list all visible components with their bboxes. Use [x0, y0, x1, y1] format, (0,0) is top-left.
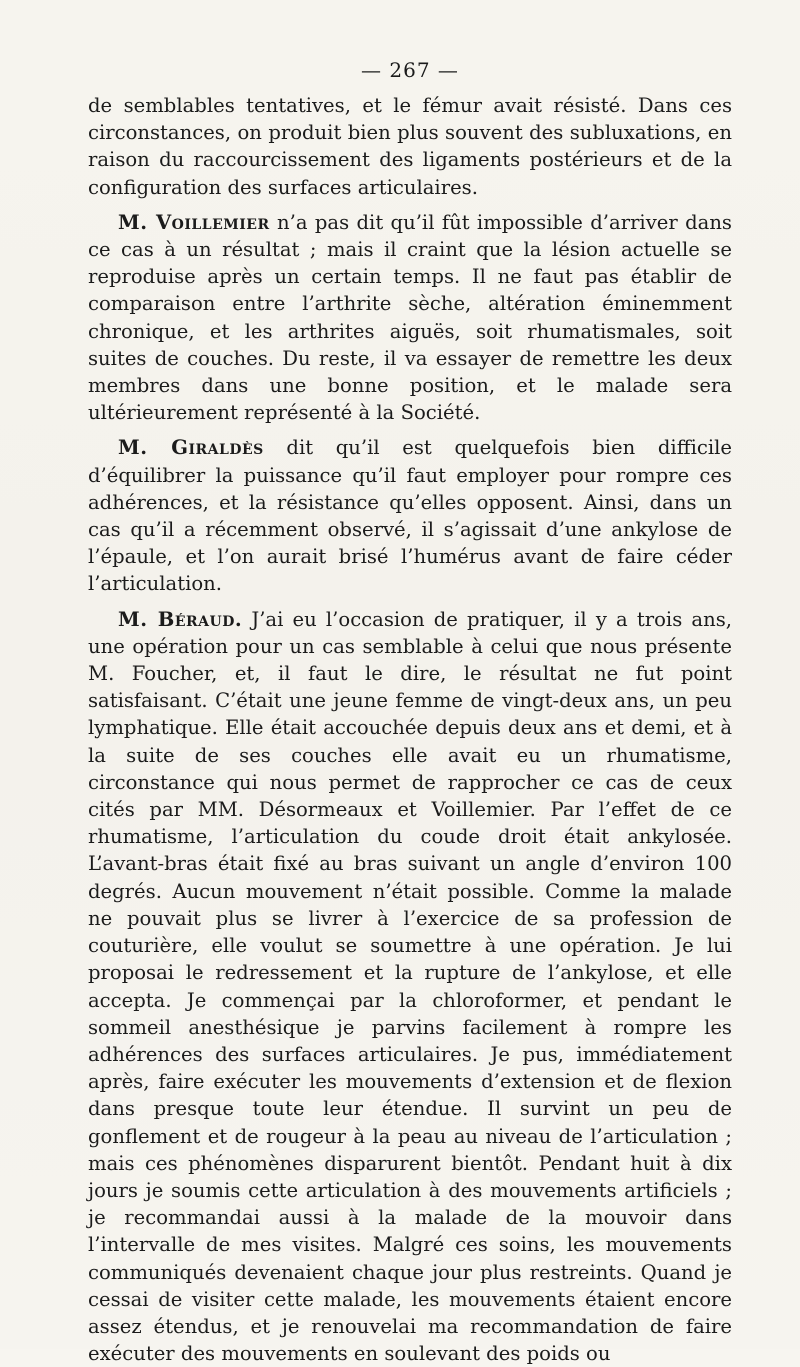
- paragraph-giraldes: [88, 434, 732, 597]
- paragraph-beraud: [88, 606, 732, 1367]
- speaker-name: M. Béraud.: [118, 607, 243, 631]
- page-number: — 267 —: [361, 58, 459, 82]
- speaker-name: M. Giraldès: [118, 436, 264, 460]
- paragraph-text: n’a pas dit qu’il fût impossible d’arriver dans ce cas à un résultat ; mais il craint que la lésion actuelle se reproduise après un certain temps. Il ne faut pas établir de comparaison entre l’arthrite sèche, altération éminemment chronique, et les arthrites aiguës, soit rhumatismales, soit suites de couches. Du reste, il va essayer de remettre les deux membres dans une bonne position, et le malade sera ultérieurement représenté à la Société.: [88, 210, 732, 425]
- paragraph-voillemier: [88, 209, 732, 427]
- speaker-name: M. Voillemier: [118, 210, 270, 234]
- paragraph-continuation: [88, 92, 732, 201]
- paragraph-text: J’ai eu l’occasion de pratiquer, il y a trois ans, une opération pour un cas semblable à celui que nous présente M. Foucher, et, il faut le dire, le résultat ne fut point satisfaisant. C’était une jeune femme de vingt-deux ans, un peu lymphatique. Elle était accouchée depuis deux ans et demi, et à la suite de ses couches elle avait eu un rhumatisme, circonstance qui nous permet de rapprocher ce cas de ceux cités par MM. Désormeaux et Voillemier. Par l’effet de ce rhumatisme, l’articulation du coude droit était ankylosée. L’avant-bras était fixé au bras suivant un angle d’environ 100 degrés. Aucun mouvement n’était possible. Comme la malade ne pouvait plus se livrer à l’exercice de sa profession de couturière, elle voulut se soumettre à une opération. Je lui proposai le redressement et la rupture de l’ankylose, et elle accepta. Je commençai par la chloroformer, et pendant le sommeil anesthésique je parvins facilement à rompre les adhérences des surfaces articulaires. Je pus, immédiatement après, faire exécuter les mouvements d’extension et de flexion dans presque toute leur étendue. Il survint un peu de gonflement et de rougeur à la peau au niveau de l’articulation ; mais ces phénomènes disparurent bientôt. Pendant huit à dix jours je soumis cette articulation à des mouvements artificiels ; je recommandai aussi à la malade de la mouvoir dans l’intervalle de mes visites. Malgré ces soins, les mouvements communiqués devenaient chaque jour plus restreints. Quand je cessai de visiter cette malade, les mouvements étaient encore assez étendus, et je renouvelai ma recommandation de faire exécuter des mouvements en soulevant des poids ou: [88, 607, 732, 1366]
- paragraph-text: dit qu’il est quelquefois bien difficile d’équilibrer la puissance qu’il faut employer pour rompre ces adhérences, et la résistance qu’elles opposent. Ainsi, dans un cas qu’il a récemment observé, il s’agissait d’une ankylose de l’épaule, et l’on aurait brisé l’humérus avant de faire céder l’articulation.: [88, 436, 732, 596]
- paragraph-text: de semblables tentatives, et le fémur avait résisté. Dans ces circonstances, on produit bien plus souvent des subluxations, en raison du raccourcissement des ligaments postérieurs et de la configuration des surfaces articulaires.: [88, 94, 732, 199]
